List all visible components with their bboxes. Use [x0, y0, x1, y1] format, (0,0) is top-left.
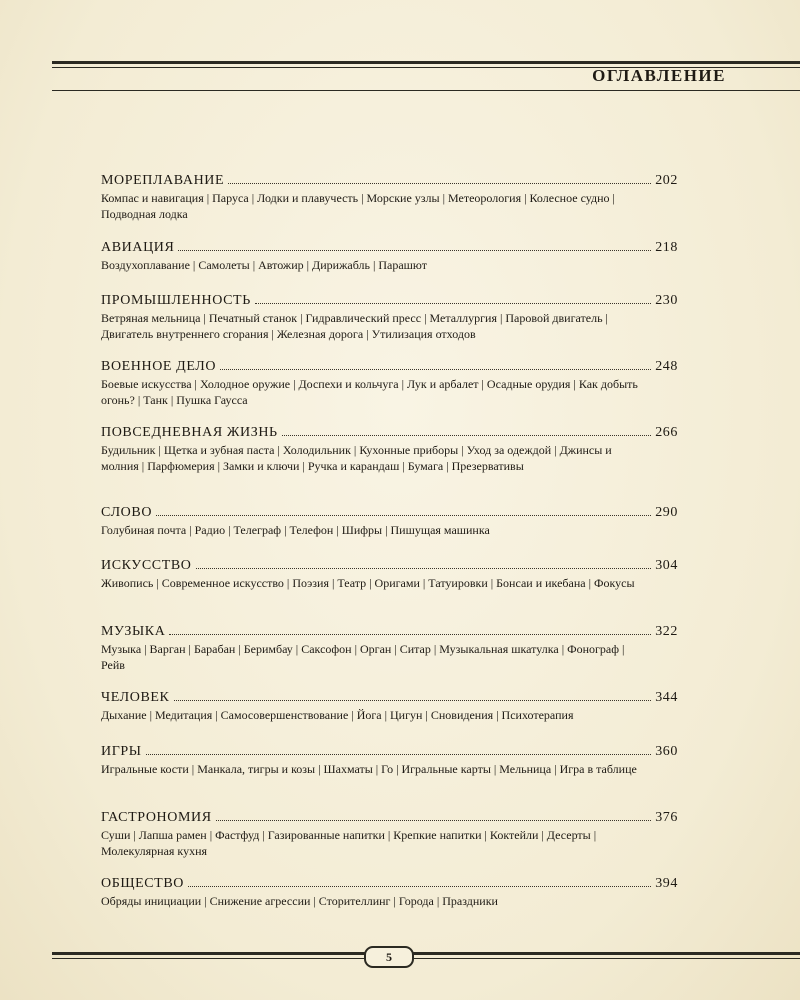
dot-leader [169, 633, 651, 635]
bottom-rule-thin [52, 958, 800, 959]
toc-entry-subtopics: Музыка | Варган | Барабан | Беримбау | Саксофон | Орган | Ситар | Музыкальная шкатулка | Фонограф | Рейв [101, 642, 625, 672]
toc-entry-title: ИГРЫ [101, 744, 142, 759]
toc-entry-title: ОБЩЕСТВО [101, 876, 184, 891]
toc-entry-subtopics: Будильник | Щетка и зубная паста | Холодильник | Кухонные приборы | Уход за одеждой | Джинсы и молния | Парфюмерия | Замки и ключи | Ручка и карандаш | Бумага | Презервативы [101, 443, 612, 473]
toc-entry-page: 394 [655, 876, 678, 891]
toc-entry-page: 304 [655, 558, 678, 573]
page-number-badge: 5 [364, 946, 414, 968]
toc-entry-subtopics: Ветряная мельница | Печатный станок | Гидравлический пресс | Металлургия | Паровой двигатель | Двигатель внутреннего сгорания | Железная дорога | Утилизация отходов [101, 311, 608, 341]
toc-entry-page: 322 [655, 624, 678, 639]
toc-entry-page: 202 [655, 173, 678, 188]
dot-leader [156, 514, 651, 516]
toc-entry-page: 376 [655, 810, 678, 825]
toc-entry[interactable] [101, 172, 678, 222]
toc-entry[interactable] [101, 424, 678, 474]
toc-entry-subtopics: Дыхание | Медитация | Самосовершенствование | Йога | Цигун | Сновидения | Психотерапия [101, 708, 574, 722]
dot-leader [255, 302, 651, 304]
dot-leader [282, 434, 652, 436]
toc-entry-title: СЛОВО [101, 505, 153, 520]
toc-entry-title: ВОЕННОЕ ДЕЛО [101, 359, 217, 374]
toc-entry-subtopics: Живопись | Современное искусство | Поэзия | Театр | Оригами | Татуировки | Бонсаи и икебана | Фокусы [101, 576, 635, 590]
header-underline [52, 90, 800, 91]
toc-entry-subtopics: Обряды инициации | Снижение агрессии | Сторителлинг | Города | Праздники [101, 894, 498, 908]
bottom-rule-thick [52, 952, 800, 955]
toc-entry-subtopics: Голубиная почта | Радио | Телеграф | Телефон | Шифры | Пишущая машинка [101, 523, 490, 537]
toc-entry-page: 230 [655, 293, 678, 308]
toc-entry-title: МУЗЫКА [101, 624, 166, 639]
toc-entry-title: ИСКУССТВО [101, 558, 192, 573]
toc-entry-subtopics: Игральные кости | Манкала, тигры и козы | Шахматы | Го | Игральные карты | Мельница | Игра в таблице [101, 762, 637, 776]
page-title: ОГЛАВЛЕНИЕ [592, 66, 726, 85]
toc-entry-title: МОРЕПЛАВАНИЕ [101, 173, 225, 188]
toc-entry-subtopics: Боевые искусства | Холодное оружие | Доспехи и кольчуга | Лук и арбалет | Осадные орудия | Как добыть огонь? | Танк | Пушка Гаусса [101, 377, 638, 407]
toc-entry-title: ПОВСЕДНЕВНАЯ ЖИЗНЬ [101, 425, 278, 440]
dot-leader [174, 699, 652, 701]
toc-entry[interactable] [101, 809, 678, 859]
toc-entry-subtopics: Суши | Лапша рамен | Фастфуд | Газированные напитки | Крепкие напитки | Коктейли | Десерты | Молекулярная кухня [101, 828, 597, 858]
toc-entry-title: ЧЕЛОВЕК [101, 690, 170, 705]
top-rule-thick [52, 61, 800, 64]
toc-entry[interactable] [101, 292, 678, 342]
footer [52, 946, 800, 968]
toc-entry-page: 248 [655, 359, 678, 374]
toc-entry-subtopics: Воздухоплавание | Самолеты | Автожир | Дирижабль | Парашют [101, 258, 427, 272]
dot-leader [216, 819, 652, 821]
toc-entry[interactable] [101, 504, 678, 538]
toc-entry-page: 360 [655, 744, 678, 759]
dot-leader [196, 567, 652, 569]
toc-entry-page: 344 [655, 690, 678, 705]
toc-entry-page: 266 [655, 425, 678, 440]
dot-leader [146, 753, 652, 755]
dot-leader [220, 368, 651, 370]
dot-leader [228, 182, 651, 184]
dot-leader [178, 249, 651, 251]
toc-entry-title: АВИАЦИЯ [101, 240, 175, 255]
toc-entry[interactable] [101, 358, 678, 408]
toc-entry[interactable] [101, 743, 678, 777]
toc-entry[interactable] [101, 623, 678, 673]
toc-entry[interactable] [101, 239, 678, 273]
toc-entry[interactable] [101, 875, 678, 909]
toc-entry-title: ГАСТРОНОМИЯ [101, 810, 212, 825]
toc-entry-page: 290 [655, 505, 678, 520]
toc-entry-title: ПРОМЫШЛЕННОСТЬ [101, 293, 251, 308]
toc-entry[interactable] [101, 689, 678, 723]
toc-entry-subtopics: Компас и навигация | Паруса | Лодки и плавучесть | Морские узлы | Метеорология | Колесное судно | Подводная лодка [101, 191, 615, 221]
toc-entry[interactable] [101, 557, 678, 591]
dot-leader [188, 885, 651, 887]
toc-entry-page: 218 [655, 240, 678, 255]
